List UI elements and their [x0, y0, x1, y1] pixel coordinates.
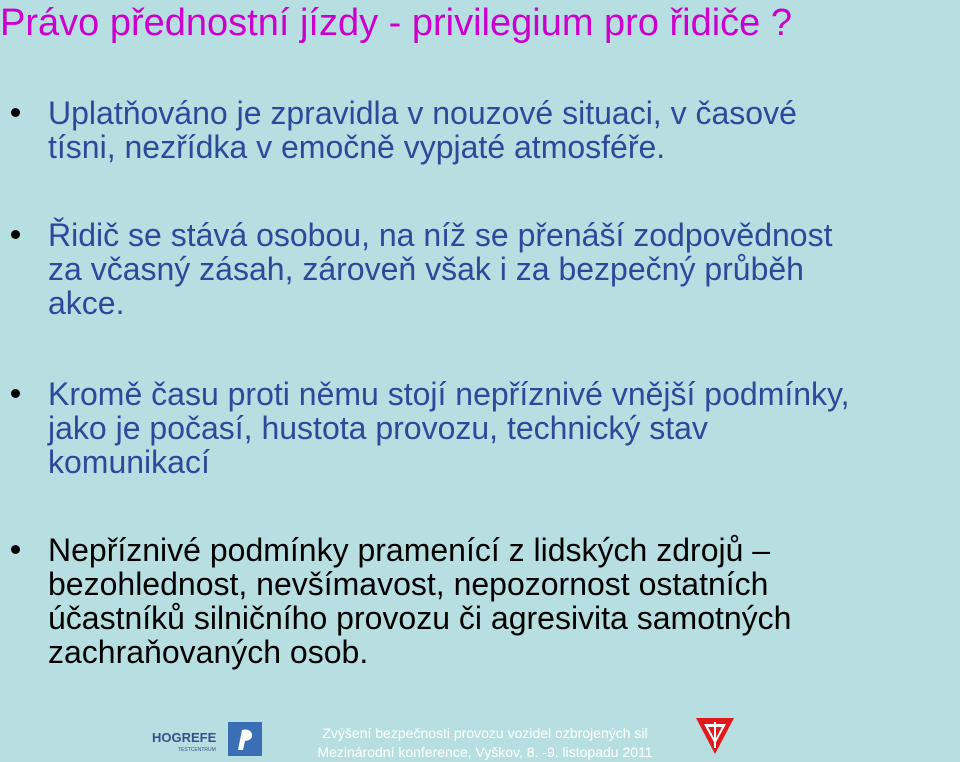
bullet-text: Uplatňováno je zpravidla v nouzové situaci, v časové tísni, nezřídka v emočně vypjaté atmosféře.	[48, 95, 797, 165]
bullet-text: Kromě času proti němu stojí nepříznivé vnější podmínky, jako je počasí, hustota provozu, technický stav komunikací	[48, 376, 850, 480]
hogrefe-logo	[152, 720, 264, 760]
bullet-dot-icon	[11, 389, 20, 398]
bullet-dot-icon	[11, 545, 20, 554]
footer-line-1: Zvýšení bezpečnosti provozu vozidel ozbrojených sil	[322, 725, 648, 741]
slide-title: Právo přednostní jízdy - privilegium pro řidiče ?	[0, 2, 793, 44]
logo-text: HOGREFE	[152, 730, 217, 745]
bullet-dot-icon	[11, 108, 20, 117]
footer-line-2: Mezinárodní konference, Vyškov, 8. -9. listopadu 2011	[317, 744, 653, 760]
bullet-dot-icon	[11, 230, 20, 239]
emblem-logo	[694, 716, 736, 756]
bullet-text: Nepříznivé podmínky pramenící z lidských zdrojů – bezohlednost, nevšímavost, nepozornost ostatních účastníků silničního provozu či agresivita samotných zachraňovaných osob.	[48, 532, 792, 670]
bullet-text: Řidič se stává osobou, na níž se přenáší zodpovědnost za včasný zásah, zároveň však i za bezpečný průběh akce.	[48, 217, 833, 321]
logo-subtext: TESTCENTRUM	[178, 747, 216, 753]
